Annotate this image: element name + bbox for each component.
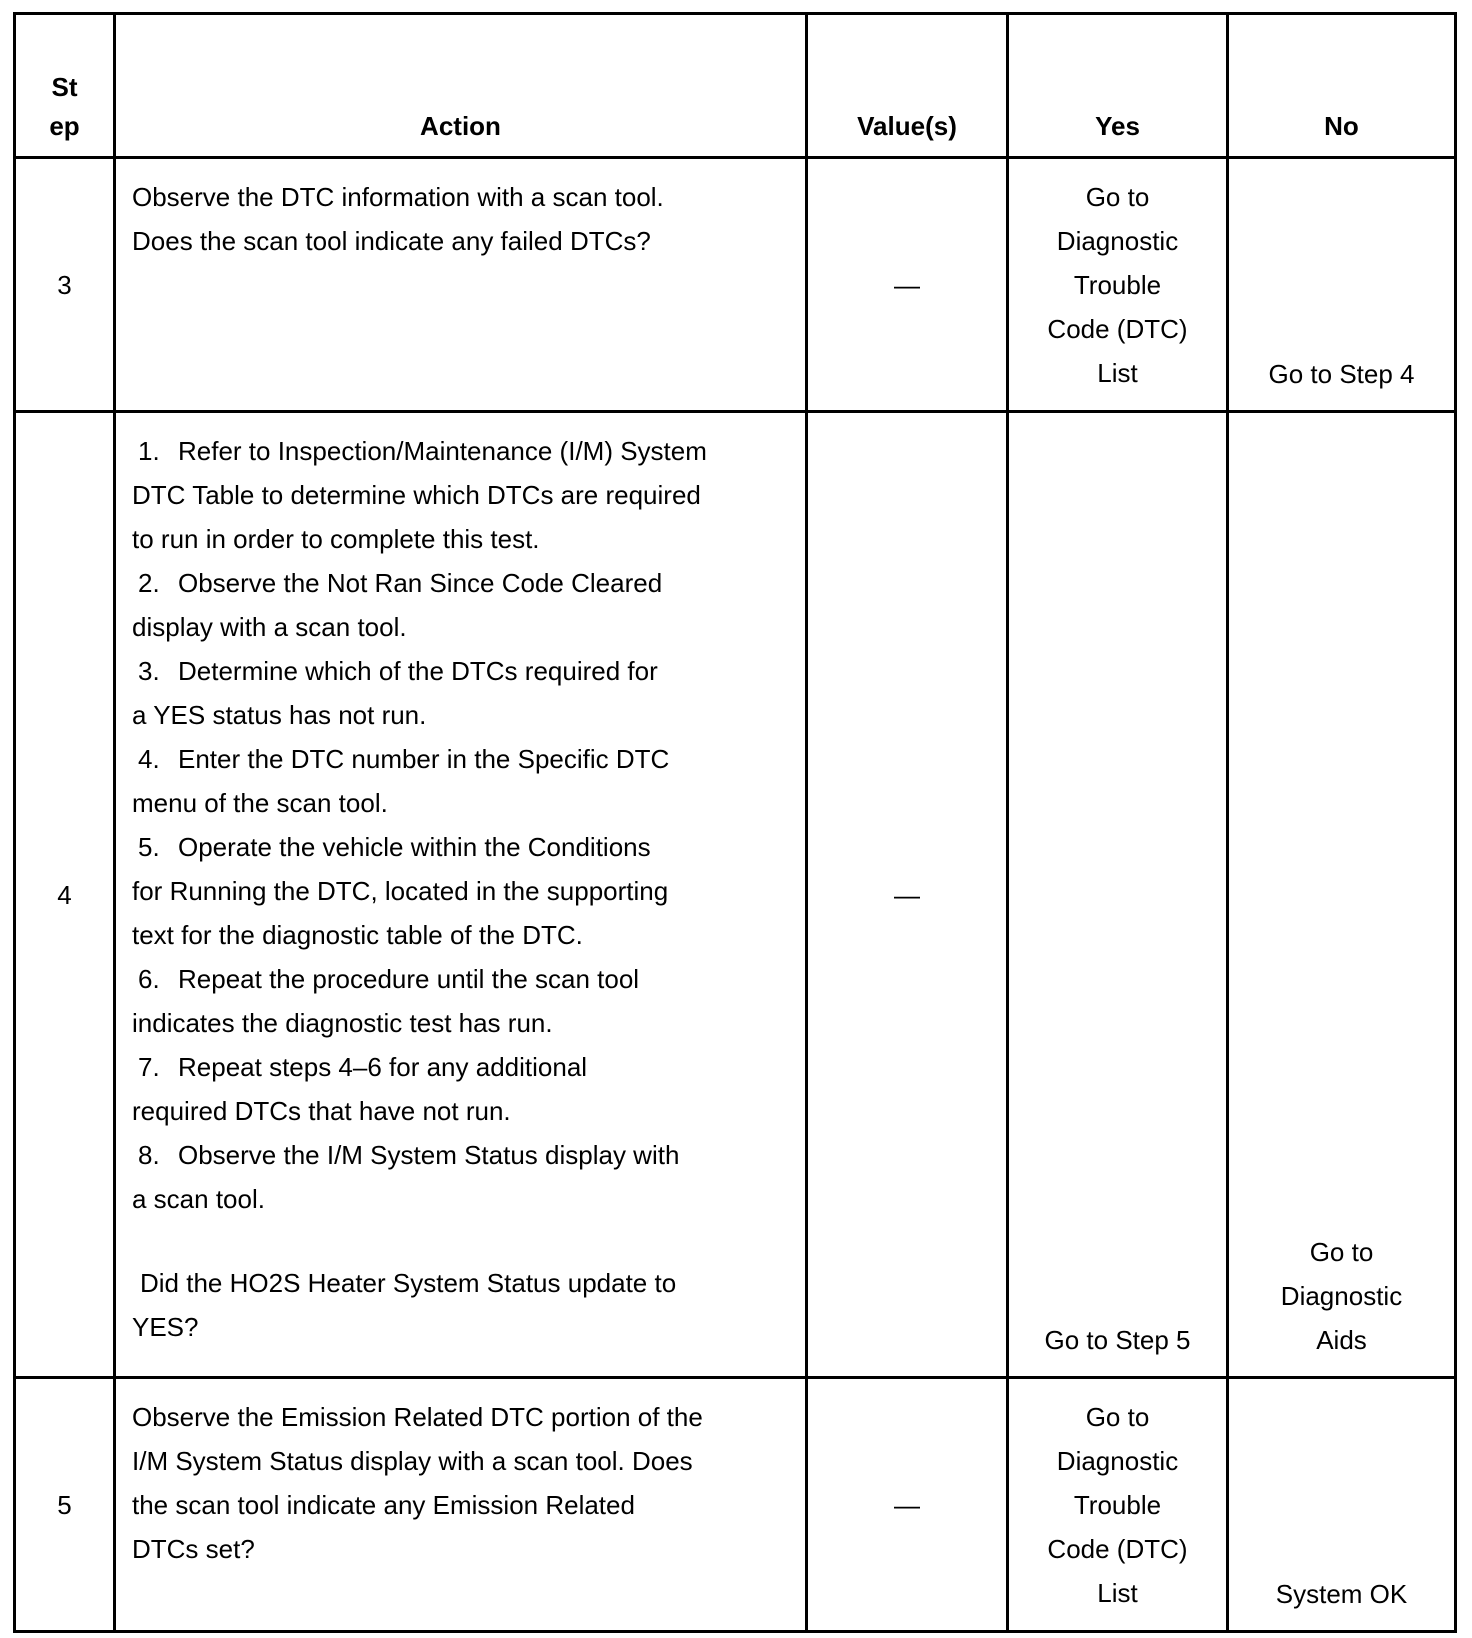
action-step-item: 7. Repeat steps 4–6 for any additional required DTCs that have not run.	[132, 1052, 588, 1126]
table-row	[15, 1378, 1456, 1632]
action-step-item: 8. Observe the I/M System Status display with a scan tool.	[132, 1140, 680, 1214]
yes-action: Go to Step 5	[1008, 412, 1228, 1378]
action-step-item: 1. Refer to Inspection/Maintenance (I/M) System DTC Table to determine which DTCs are required to run in order to complete this test.	[132, 436, 707, 554]
action-step-item: 3. Determine which of the DTCs required for a YES status has not run.	[132, 656, 658, 730]
value-text: —	[807, 1378, 1008, 1632]
yes-action: Go to Diagnostic Trouble Code (DTC) List	[1008, 1378, 1228, 1632]
no-action: System OK	[1228, 1378, 1456, 1632]
step-number: 3	[15, 158, 115, 412]
table-row	[15, 158, 1456, 412]
no-action: Go to Step 4	[1228, 158, 1456, 412]
header-values: Value(s)	[807, 14, 1008, 158]
header-step: St ep	[15, 14, 115, 158]
action-question: Did the HO2S Heater System Status update to	[140, 1268, 677, 1298]
header-no: No	[1228, 14, 1456, 158]
header-yes: Yes	[1008, 14, 1228, 158]
table-row	[15, 412, 1456, 1378]
value-text: —	[807, 158, 1008, 412]
action-text: Observe the Emission Related DTC portion of the I/M System Status display with a scan tool. Does the scan tool indicate any Emission Related DTCs set?	[115, 1378, 807, 1632]
action-text: 1. Refer to Inspection/Maintenance (I/M) System DTC Table to determine which DTCs are required to run in order to complete this test. 2. Observe the Not Ran Since Code Cleared display with a scan tool. 3. Determine which of the DTCs required for a YES status has not run. 4. Enter the DTC number in the Specific DTC menu of the scan tool. 5. Operate the vehicle within the Conditions for Running the DTC, located in the supporting text for the diagnostic table of the DTC. 6. Repeat the procedure until the scan tool indicates the diagnostic test has run. 7. Repeat steps 4–6 for any additional required DTCs that have not run. 8. Observe the I/M System Status display with a scan tool. Did the HO2S Heater System Status update to YES?	[115, 412, 807, 1378]
yes-action: Go to Diagnostic Trouble Code (DTC) List	[1008, 158, 1228, 412]
action-step-item: 2. Observe the Not Ran Since Code Cleared display with a scan tool.	[132, 568, 663, 642]
value-text: —	[807, 412, 1008, 1378]
header-action: Action	[115, 14, 807, 158]
action-text: Observe the DTC information with a scan tool. Does the scan tool indicate any failed DTCs?	[115, 158, 807, 412]
action-step-item: 5. Operate the vehicle within the Conditions for Running the DTC, located in the supporting text for the diagnostic table of the DTC.	[132, 832, 669, 950]
action-step-item: 6. Repeat the procedure until the scan tool indicates the diagnostic test has run.	[132, 964, 640, 1038]
step-number: 4	[15, 412, 115, 1378]
step-number: 5	[15, 1378, 115, 1632]
diagnostic-table	[13, 12, 1457, 1633]
header-row	[15, 14, 1456, 158]
no-action: Go to Diagnostic Aids	[1228, 412, 1456, 1378]
action-step-item: 4. Enter the DTC number in the Specific DTC menu of the scan tool.	[132, 744, 670, 818]
